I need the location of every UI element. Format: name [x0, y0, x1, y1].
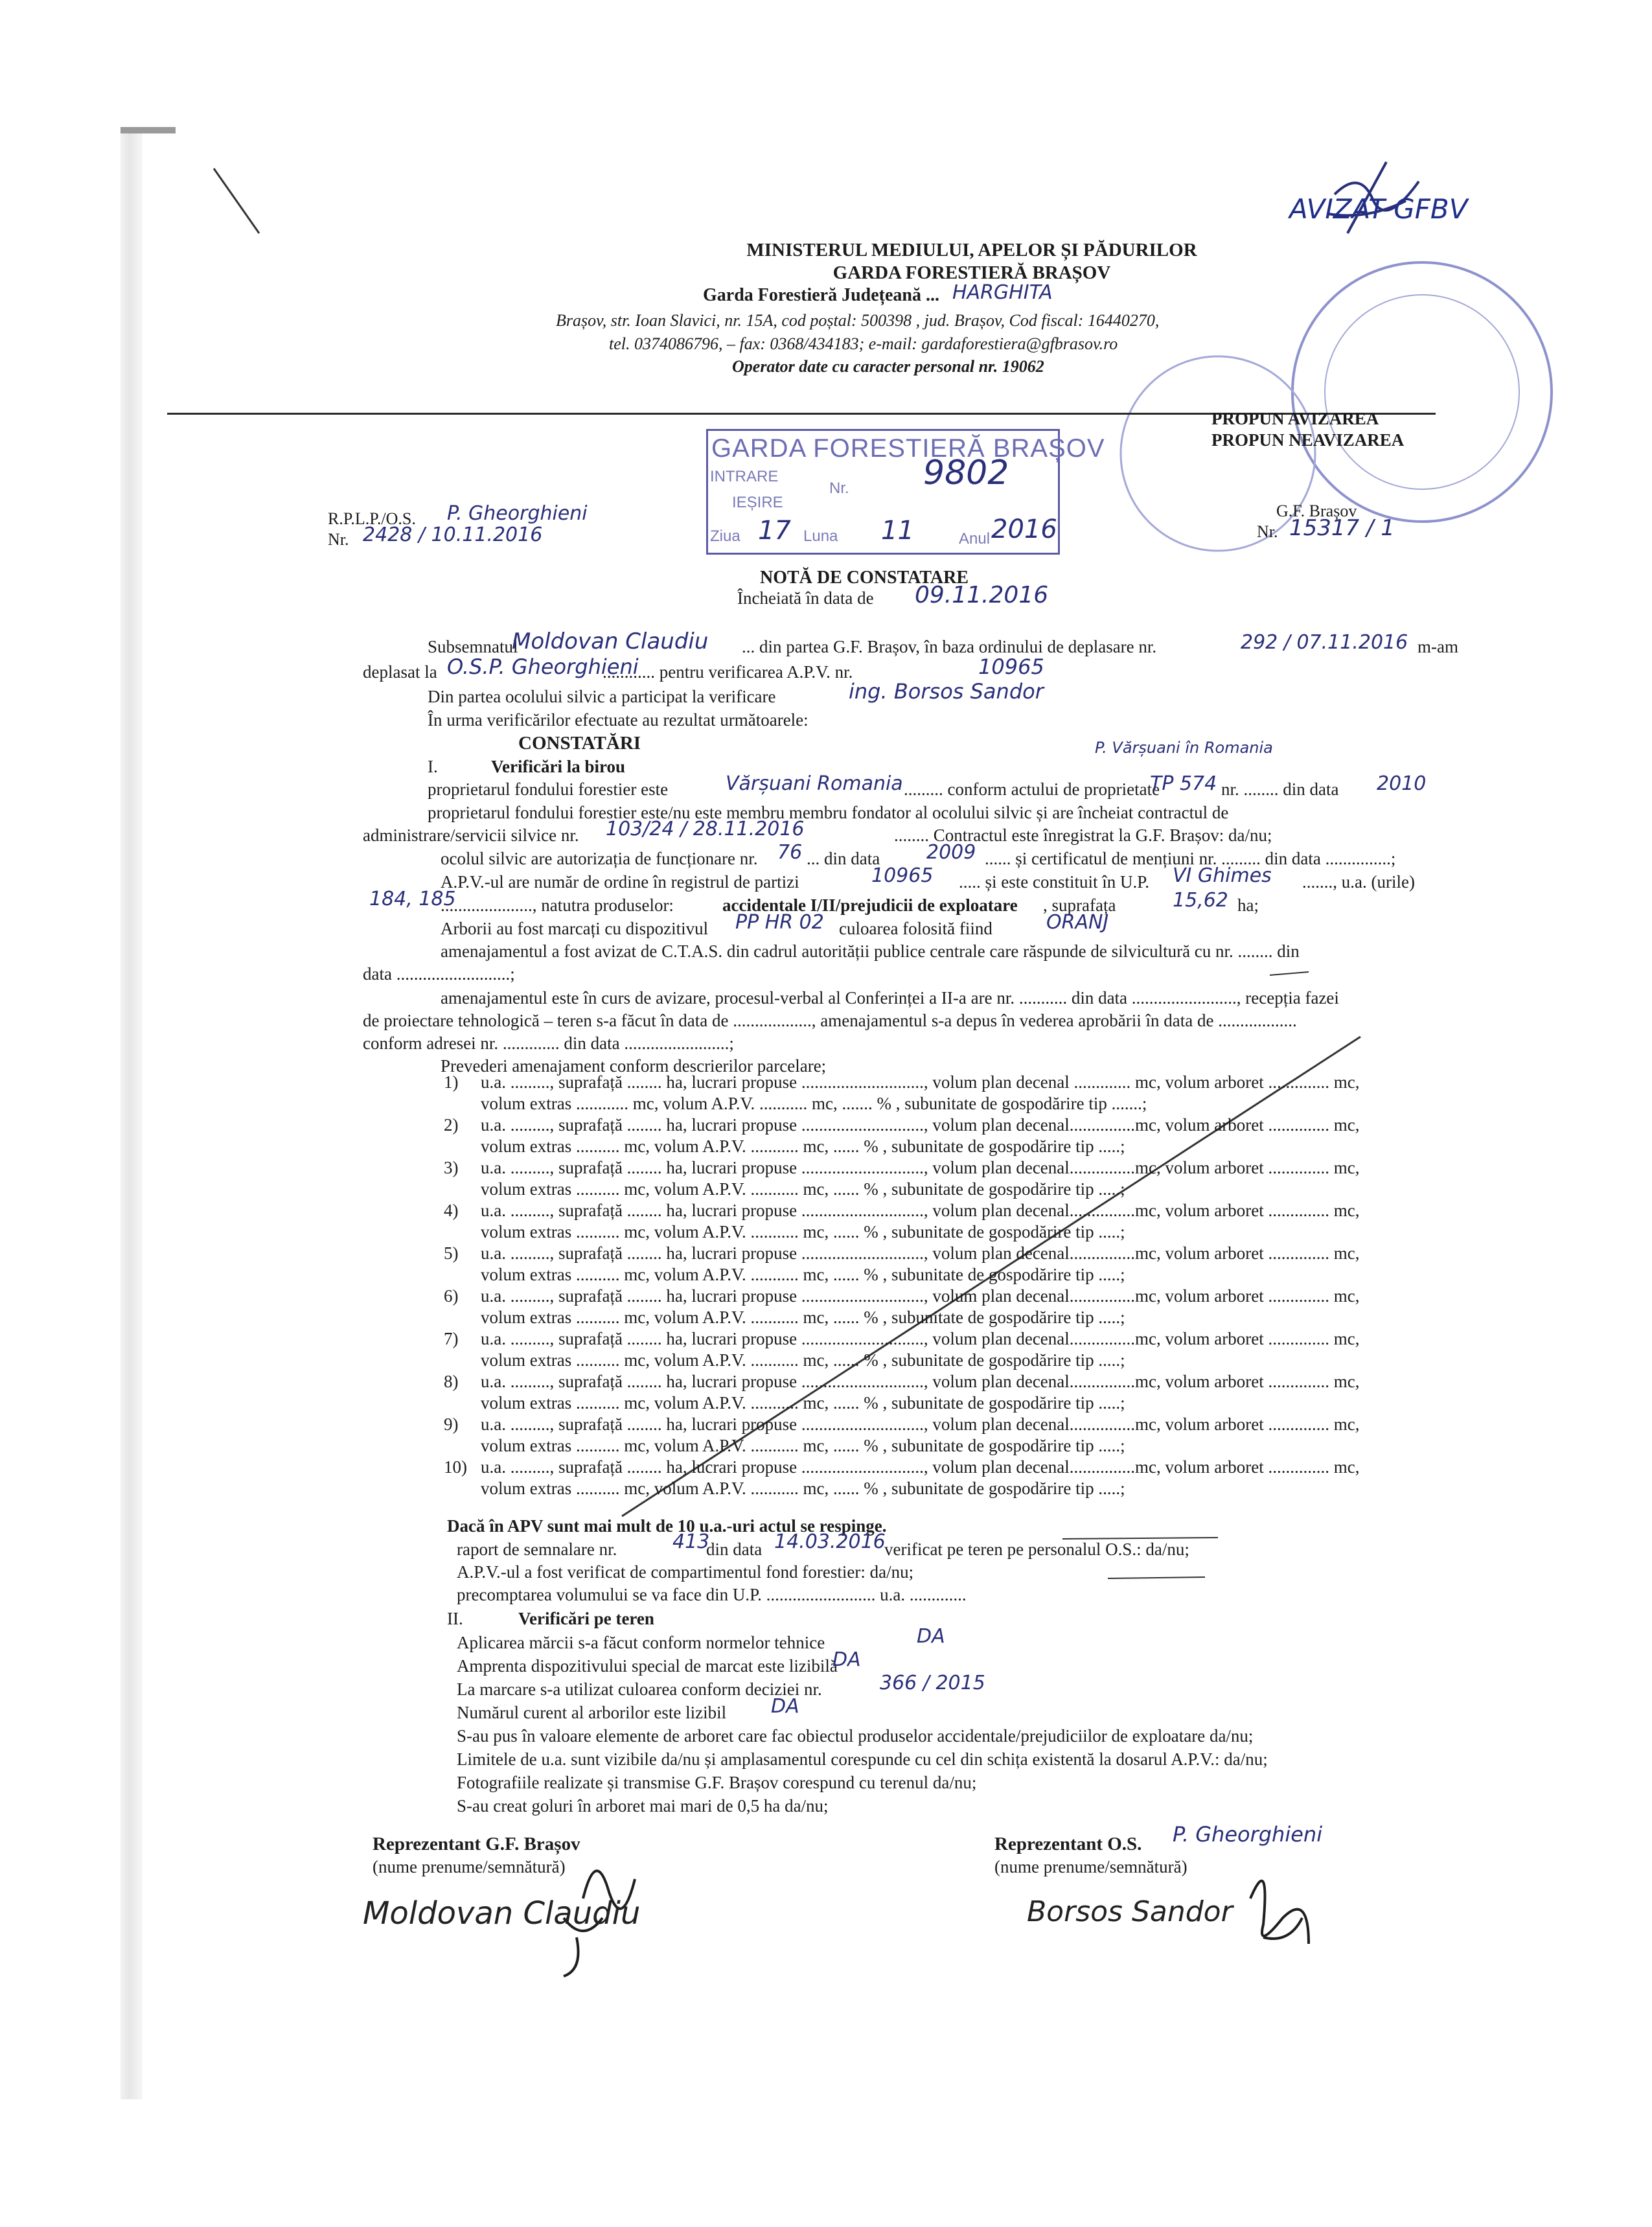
- subsemnatul-text: ... din partea G.F. Brașov, în baza ordinului de deplasare nr.: [742, 637, 1157, 656]
- parcel-row-line-1: u.a. ........., suprafață ........ ha, lucrari propuse ............................, volum plan decenal...............mc, volum arboret .............. mc,: [481, 1158, 1360, 1177]
- parcel-row-line-2: volum extras .......... mc, volum A.P.V. ........... mc, ...... % , subunitate de gospodărire tip .....;: [481, 1436, 1125, 1455]
- autorizatie-value: 76: [777, 841, 803, 864]
- rplp-nr-label: Nr.: [328, 530, 349, 549]
- parcel-row-number: 8): [444, 1372, 459, 1391]
- proprietar-label: proprietarul fondului forestier este: [428, 779, 669, 799]
- ministry-title: MINISTERUL MEDIULUI, APELOR ȘI PĂDURILOR: [746, 240, 1197, 260]
- sig-right-name: Borsos Sandor: [1027, 1895, 1233, 1928]
- garda-judeteana-label: Garda Forestieră Județeană ...: [703, 285, 939, 305]
- parcel-row-line-1: u.a. ........., suprafață ........ ha, lucrari propuse ............................, volum plan decenal ............. mc, volum arboret .............. mc,: [481, 1072, 1360, 1092]
- raport-value: 413: [672, 1530, 710, 1553]
- incheiata-value: 09.11.2016: [915, 582, 1049, 608]
- apv-nr-value: 10965: [978, 654, 1044, 679]
- sig-left-name: Moldovan Claudiu: [363, 1895, 641, 1932]
- arbori-culoare-value: ORANJ: [1046, 911, 1109, 934]
- parcel-row-line-2: volum extras .......... mc, volum A.P.V. ........... mc, ...... % , subunitate de gospodărire tip .....;: [481, 1179, 1125, 1199]
- address-line-1: Brașov, str. Ioan Slavici, nr. 15A, cod poștal: 500398 , jud. Brașov, Cod fiscal: 16440270,: [556, 311, 1160, 330]
- sig-right-sub: (nume prenume/semnătură): [994, 1857, 1187, 1876]
- apv-registru-label: A.P.V.-ul are număr de ordine în registrul de partizi: [441, 872, 799, 892]
- autorizatie-label: ocolul silvic are autorizația de funcționare nr.: [441, 849, 758, 868]
- rplp-os-value: P. Gheorghieni: [447, 502, 588, 525]
- operator-line: Operator date cu caracter personal nr. 19062: [732, 357, 1044, 376]
- underline-mark: [1108, 1577, 1205, 1578]
- teren-2-label: Amprenta dispozitivului special de marcat este lizibilă: [457, 1656, 838, 1676]
- teren-6: Limitele de u.a. sunt vizibile da/nu și amplasamentul corespunde cu cel din schița existentă la dosarul A.P.V.: da/nu;: [457, 1749, 1268, 1769]
- underline-mark: [1270, 972, 1309, 975]
- stamp-nr-label: Nr.: [829, 479, 849, 497]
- suprafata-value: 15,62: [1173, 889, 1228, 912]
- apv-up-value: VI Ghimes: [1173, 864, 1272, 887]
- parcel-row-line-2: volum extras .......... mc, volum A.P.V. ........... mc, ...... % , subunitate de gospodărire tip .....;: [481, 1137, 1125, 1156]
- apv-ua-label: ......., u.a. (urile): [1302, 872, 1415, 892]
- certificat-line: ...... și certificatul de mențiuni nr. ......... din data ...............;: [985, 849, 1396, 868]
- parcel-row-line-2: volum extras .......... mc, volum A.P.V. ........... mc, ...... % , subunitate de gospodărire tip .....;: [481, 1479, 1125, 1498]
- proprietar-note: P. Vărșuani în Romania: [1095, 739, 1273, 757]
- rplp-label: R.P.L.P./O.S.: [328, 509, 416, 528]
- deplasat-label: deplasat la: [363, 662, 437, 682]
- nota-title: NOTĂ DE CONSTATARE: [760, 568, 969, 588]
- raport-label: raport de semnalare nr.: [457, 1540, 617, 1559]
- avizat-note: AVIZAT GFBV: [1289, 193, 1468, 225]
- membru-line-2-label: administrare/servicii silvice nr.: [363, 825, 579, 845]
- teren-8: S-au creat goluri în arboret mai mari de 0,5 ha da/nu;: [457, 1796, 829, 1816]
- stamp-anul-label: Anul: [959, 530, 991, 548]
- autorizatie-date-value: 2009: [926, 841, 976, 864]
- teren-1-value: DA: [917, 1625, 945, 1648]
- teren-2-value: DA: [832, 1648, 861, 1671]
- autorizatie-date-label: ... din data: [807, 849, 880, 868]
- raport-date-label: din data: [706, 1540, 763, 1559]
- amenajament-1-line-2: data ..........................;: [363, 964, 515, 984]
- subsemnatul-name: Moldovan Claudiu: [512, 629, 709, 654]
- subsemnatul-end: m-am: [1417, 637, 1458, 656]
- parcel-row-line-1: u.a. ........., suprafață ........ ha, lucrari propuse ............................, volum plan decenal...............mc, volum arboret .............. mc,: [481, 1372, 1360, 1391]
- section-2-title: Verificări pe teren: [518, 1609, 654, 1628]
- parcel-row-line-1: u.a. ........., suprafață ........ ha, lucrari propuse ............................, volum plan decenal...............mc, volum arboret .............. mc,: [481, 1457, 1360, 1477]
- amenajament-2-line-3: conform adresei nr. ............. din data ........................;: [363, 1033, 734, 1053]
- amenajament-2-line-2: de proiectare tehnologică – teren s-a făcut în data de .................., amenajamentul s-a depus în vederea aprobării în data de ..................: [363, 1011, 1297, 1030]
- address-line-2: tel. 0374086796, – fax: 0368/434183; e-mail: gardaforestiera@gfbrasov.ro: [609, 334, 1118, 353]
- sig-left-sub: (nume prenume/semnătură): [373, 1857, 566, 1876]
- suprafata-unit: ha;: [1237, 895, 1259, 915]
- membru-line-2-end: ........ Contractul este înregistrat la G.F. Brașov: da/nu;: [894, 825, 1272, 845]
- parcel-row-line-2: volum extras .......... mc, volum A.P.V. ........... mc, ...... % , subunitate de gospodărire tip .....;: [481, 1308, 1125, 1327]
- stamp-luna-value: 11: [881, 516, 914, 546]
- natura-value: accidentale I/II/prejudicii de exploatare: [722, 895, 1018, 915]
- stamp-anul-value: 2016: [991, 514, 1057, 544]
- apv-up-label: ..... și este constituit în U.P.: [959, 872, 1150, 892]
- section-2-number: II.: [447, 1609, 463, 1628]
- propun-avizarea[interactable]: PROPUN AVIZAREA: [1211, 409, 1379, 428]
- parcel-row-line-1: u.a. ........., suprafață ........ ha, lucrari propuse ............................, volum plan decenal...............mc, volum arboret .............. mc,: [481, 1115, 1360, 1135]
- arbori-culoare-label: culoarea folosită fiind: [839, 919, 992, 938]
- parcel-row-line-1: u.a. ........., suprafață ........ ha, lucrari propuse ............................, volum plan decenal...............mc, volum arboret .............. mc,: [481, 1329, 1360, 1348]
- os-signature-scribble: [1250, 1881, 1309, 1944]
- parcel-row-number: 2): [444, 1115, 459, 1135]
- arbori-dispozitiv: PP HR 02: [735, 911, 824, 934]
- propun-neavizarea[interactable]: PROPUN NEAVIZAREA: [1211, 430, 1405, 450]
- scan-mark-line: [214, 168, 259, 233]
- proprietar-date-label: nr. ........ din data: [1221, 779, 1339, 799]
- ua-value: 184, 185: [369, 888, 456, 910]
- ordin-deplasare-value: 292 / 07.11.2016: [1241, 631, 1408, 654]
- parcel-row-number: 1): [444, 1072, 459, 1092]
- stamp-ziua-value: 17: [758, 516, 791, 546]
- section-1-title: Verificări la birou: [491, 757, 625, 776]
- parcel-row-line-2: volum extras .......... mc, volum A.P.V. ........... mc, ...... % , subunitate de gospodărire tip .....;: [481, 1393, 1125, 1413]
- gf-brasov-label: G.F. Brașov: [1276, 502, 1357, 520]
- incheiata-label: Încheiată în data de: [737, 588, 874, 608]
- participant-label: Din partea ocolului silvic a participat la verificare: [428, 687, 776, 706]
- round-seal: [1292, 262, 1552, 522]
- parcel-row-line-2: volum extras ............ mc, volum A.P.V. ........... mc, ....... % , subunitate de gospodărire tip .......;: [481, 1094, 1147, 1113]
- membru-line-1: proprietarul fondului forestier este/nu este membru membru fondator al ocolului silvic și are încheiat contractul de: [428, 803, 1229, 822]
- garda-judeteana-value: HARGHITA: [952, 281, 1053, 304]
- parcel-row-line-1: u.a. ........., suprafață ........ ha, lucrari propuse ............................, volum plan decenal...............mc, volum arboret .............. mc,: [481, 1243, 1360, 1263]
- raport-verificat: verificat pe teren pe personalul O.S.: da/nu;: [884, 1540, 1189, 1559]
- teren-5: S-au pus în valoare elemente de arboret care fac obiectul produselor accidentale/prejudiciilor de exploatare da/nu;: [457, 1726, 1254, 1746]
- deplasat-os: O.S.P. Gheorghieni: [447, 654, 639, 679]
- gf-nr-value: 15317 / 1: [1289, 515, 1395, 541]
- parcel-row-line-2: volum extras .......... mc, volum A.P.V. ........... mc, ...... % , subunitate de gospodărire tip .....;: [481, 1265, 1125, 1284]
- teren-3-label: La marcare s-a utilizat culoarea conform deciziei nr.: [457, 1679, 822, 1699]
- precomptare: precomptarea volumului se va face din U.P. ......................... u.a. .............: [457, 1585, 967, 1604]
- parcel-row-number: 10): [444, 1457, 467, 1477]
- parcel-row-line-1: u.a. ........., suprafață ........ ha, lucrari propuse ............................, volum plan decenal...............mc, volum arboret .............. mc,: [481, 1286, 1360, 1306]
- sig-left-title: Reprezentant G.F. Brașov: [373, 1834, 580, 1854]
- parcel-row-number: 5): [444, 1243, 459, 1263]
- proprietar-act-value: TP 574: [1150, 772, 1217, 795]
- proprietar-act-label: ......... conform actului de proprietate: [904, 779, 1160, 799]
- parcel-row-number: 3): [444, 1158, 459, 1177]
- arbori-label: Arborii au fost marcați cu dispozitivul: [441, 919, 709, 938]
- round-seal-2: [1121, 356, 1315, 551]
- underline-mark: [1062, 1538, 1218, 1539]
- contract-value: 103/24 / 28.11.2016: [606, 818, 805, 840]
- parcel-row-line-1: u.a. ........., suprafață ........ ha, lucrari propuse ............................, volum plan decenal...............mc, volum arboret .............. mc,: [481, 1201, 1360, 1220]
- stamp-luna-label: Luna: [803, 527, 838, 545]
- gf-nr-label: Nr.: [1257, 522, 1278, 541]
- parcel-row-number: 6): [444, 1286, 459, 1306]
- teren-4-value: DA: [771, 1695, 799, 1718]
- registry-stamp-title: GARDA FORESTIERĂ BRAȘOV: [711, 434, 1105, 463]
- deplasat-text: ............ pentru verificarea A.P.V. nr.: [602, 662, 853, 682]
- parcel-row-line-1: u.a. ........., suprafață ........ ha, lucrari propuse ............................, volum plan decenal...............mc, volum arboret .............. mc,: [481, 1414, 1360, 1434]
- reject-note: Dacă în APV sunt mai mult de 10 u.a.-uri actul se respinge.: [447, 1516, 887, 1536]
- sig-right-title: Reprezentant O.S.: [994, 1834, 1142, 1854]
- stamp-nr-value: 9802: [923, 454, 1009, 492]
- amenajament-1-line-1: amenajamentul a fost avizat de C.T.A.S. din cadrul autorității publice centrale care răspunde de silvicultură cu nr. ........ din: [441, 941, 1300, 961]
- prevederi-label: Prevederi amenajament conform descrierilor parcelare;: [441, 1056, 827, 1076]
- round-seal-inner: [1325, 295, 1519, 489]
- proprietar-date-value: 2010: [1377, 772, 1427, 795]
- stamp-iesire-label: IEȘIRE: [732, 494, 783, 511]
- parcel-row-number: 7): [444, 1329, 459, 1348]
- section-1-number: I.: [428, 757, 438, 776]
- teren-7: Fotografiile realizate și transmise G.F. Brașov corespund cu terenul da/nu;: [457, 1773, 977, 1792]
- proprietar-value: Vărșuani Romania: [726, 772, 903, 795]
- parcel-row-line-2: volum extras .......... mc, volum A.P.V. ........... mc, ...... % , subunitate de gospodărire tip .....;: [481, 1222, 1125, 1241]
- sig-right-os: P. Gheorghieni: [1173, 1822, 1323, 1847]
- parcel-row-line-2: volum extras .......... mc, volum A.P.V. ........... mc, ...... % , subunitate de gospodărire tip .....;: [481, 1350, 1125, 1370]
- parcel-row-number: 9): [444, 1414, 459, 1434]
- stamp-intrare-label: INTRARE: [710, 468, 779, 485]
- teren-1-label: Aplicarea mărcii s-a făcut conform normelor tehnice: [457, 1633, 825, 1652]
- natura-label: ....................., natutra produselor:: [441, 895, 674, 915]
- garda-title: GARDA FORESTIERĂ BRAȘOV: [832, 262, 1111, 283]
- verificari-intro: În urma verificărilor efectuate au rezultat următoarele:: [428, 710, 809, 730]
- rplp-nr-value: 2428 / 10.11.2016: [363, 524, 543, 546]
- teren-4-label: Numărul curent al arborilor este lizibil: [457, 1703, 727, 1722]
- teren-3-value: 366 / 2015: [880, 1672, 985, 1694]
- raport-date-value: 14.03.2016: [774, 1530, 886, 1553]
- apv-registru-value: 10965: [871, 864, 934, 887]
- suprafata-label: , suprafața: [1043, 895, 1116, 915]
- parcel-row-number: 4): [444, 1201, 459, 1220]
- stamp-ziua-label: Ziua: [710, 527, 740, 545]
- amenajament-2-line-1: amenajamentul este în curs de avizare, procesul-verbal al Conferinței a II-a are nr. ........... din data ........................, recepția fazei: [441, 988, 1339, 1008]
- participant-name: ing. Borsos Sandor: [849, 679, 1044, 704]
- subsemnatul-label: Subsemnatul: [428, 637, 518, 656]
- constatari-heading: CONSTATĂRI: [518, 733, 641, 754]
- apv-verificat: A.P.V.-ul a fost verificat de compartimentul fond forestier: da/nu;: [457, 1562, 914, 1582]
